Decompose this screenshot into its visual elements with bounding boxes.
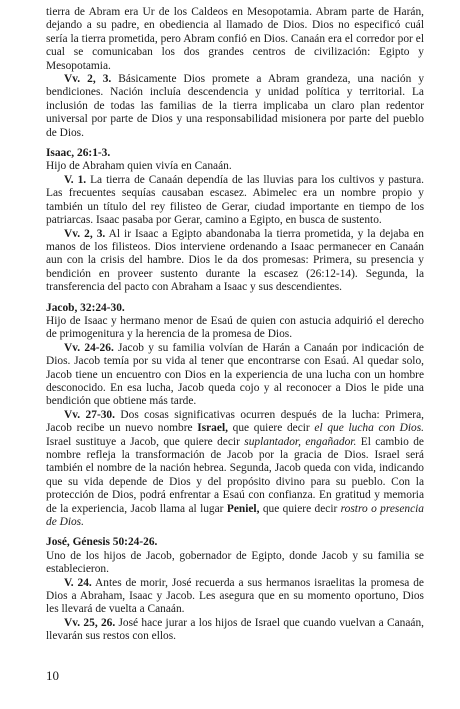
section-heading: José, Génesis 50:24-26. <box>46 536 158 549</box>
paragraph-jose-v24: V. 24. Antes de morir, José recuerda a sus hermanos israelitas la promesa de Dios a Abraham, Isaac y Jacob. Les asegura que en su momento oportuno, Dios les llevará de vuelta a Canaán. <box>46 576 424 616</box>
page-number: 10 <box>46 668 59 683</box>
paragraph-abram-context: tierra de Abram era Ur de los Caldeos en Mesopotamia. Abram parte de Harán, dejando a su padre, en obediencia al llamado de Dios. Dios no especificó cuál sería la tierra prometida, pero Abram confió en Dios. Canaán era el corredor por el cual se comunicaban los dos grandes centros de civilización: Egipto y Mesopotamia. <box>46 6 424 72</box>
section-isaac <box>46 147 424 294</box>
meaning-israel: el que lucha con Dios. <box>314 422 424 435</box>
paragraph-isaac-v1: V. 1. La tierra de Canaán dependía de las lluvias para los cultivos y pastura. Las frecuentes sequías causaban escasez. Abimelec era un nombre propio y también un título del rey filisteo de Gerar, ciudad importante en tiempo de los patriarcas. Isaac pasaba por Gerar, camino a Egipto, en busca de sustento. <box>46 173 424 227</box>
verse-ref: Vv. 2, 3. <box>64 73 112 86</box>
paragraph-jose-vv25-26: Vv. 25, 26. José hace jurar a los hijos de Israel que cuando vuelvan a Canaán, llevarán sus restos con ellos. <box>46 616 424 643</box>
paragraph-jacob-vv24-26: Vv. 24-26. Jacob y su familia volvían de Harán a Canaán por indicación de Dios. Jacob temía por su vida al tener que encontrarse con Esaú. Al quedar solo, Jacob tiene un encuentro con Dios en la experiencia de una lucha con un hombre desconocido. En esa lucha, Jacob queda cojo y al reconocer a Dios le pide una bendición que obtiene más tarde. <box>46 341 424 408</box>
verse-ref: V. 24. <box>64 576 92 589</box>
name-peniel: Peniel, <box>226 502 260 515</box>
section-jacob <box>46 302 424 530</box>
paragraph-isaac-vv2-3: Vv. 2, 3. Al ir Isaac a Egipto abandonaba la tierra prometida, y la dejaba en manos de los filisteos. Dios interviene ordenando a Isaac permanecer en Canaán aun con la crisis del hambre. Dios le da dos promesas: Primera, su presencia y bendición en proveer sustento durante la escasez (26:12-14). Segunda, la transferencia del pacto con Abraham a Isaac y sus descendientes. <box>46 227 424 294</box>
verse-ref: Vv. 2, 3. <box>64 227 106 240</box>
section-summary: Hijo de Isaac y hermano menor de Esaú de quien con astucia adquirió el derecho de primogenitura y la herencia de la promesa de Dios. <box>46 314 424 341</box>
name-israel: Israel, <box>197 422 228 435</box>
paragraph-abram-vv2-3: Vv. 2, 3. Básicamente Dios promete a Abram grandeza, una nación y bendiciones. Nación incluía descendencia y unidad política y territorial. La inclusión de todas las familias de la tierra implicaba un claro plan redentor universal por parte de Dios y una responsabilidad misionera por parte del pueblo de Dios. <box>46 73 425 139</box>
verse-ref: Vv. 25, 26. <box>64 616 116 629</box>
meaning-jacob: suplantador, engañador. <box>244 435 357 448</box>
verse-ref: V. 1. <box>64 173 87 186</box>
section-summary: Hijo de Abraham quien vivía en Canaán. <box>46 160 232 173</box>
section-summary: Uno de los hijos de Jacob, gobernador de Egipto, donde Jacob y su familia se establecieron. <box>46 549 424 576</box>
verse-ref: Vv. 24-26. <box>64 341 114 354</box>
paragraph-jacob-vv27-30: Vv. 27-30. Dos cosas significativas ocurren después de la lucha: Primera, Jacob recibe un nuevo nombre Israel, que quiere decir el que lucha con Dios. Israel sustituye a Jacob, que quiere decir suplantador, engañador. El cambio de nombre refleja la transformación de Jacob por la gracia de Dios. Israel será también el nombre de la nación hebrea. Segunda, Jacob queda con vida, indicando que su vida depende de Dios y del propósito divino para su pueblo. Con la protección de Dios, podrá enfrentar a Esaú con confianza. En gratitud y memoria de la experiencia, Jacob llama al lugar Peniel, que quiere decir rostro o presencia de Dios. <box>46 408 425 529</box>
section-heading: Jacob, 32:24-30. <box>46 301 125 314</box>
verse-ref: Vv. 27-30. <box>64 408 115 421</box>
section-jose <box>46 536 424 643</box>
section-abram <box>46 6 424 140</box>
meaning-peniel: rostro o presencia de Dios. <box>46 502 425 529</box>
section-heading: Isaac, 26:1-3. <box>46 147 111 160</box>
